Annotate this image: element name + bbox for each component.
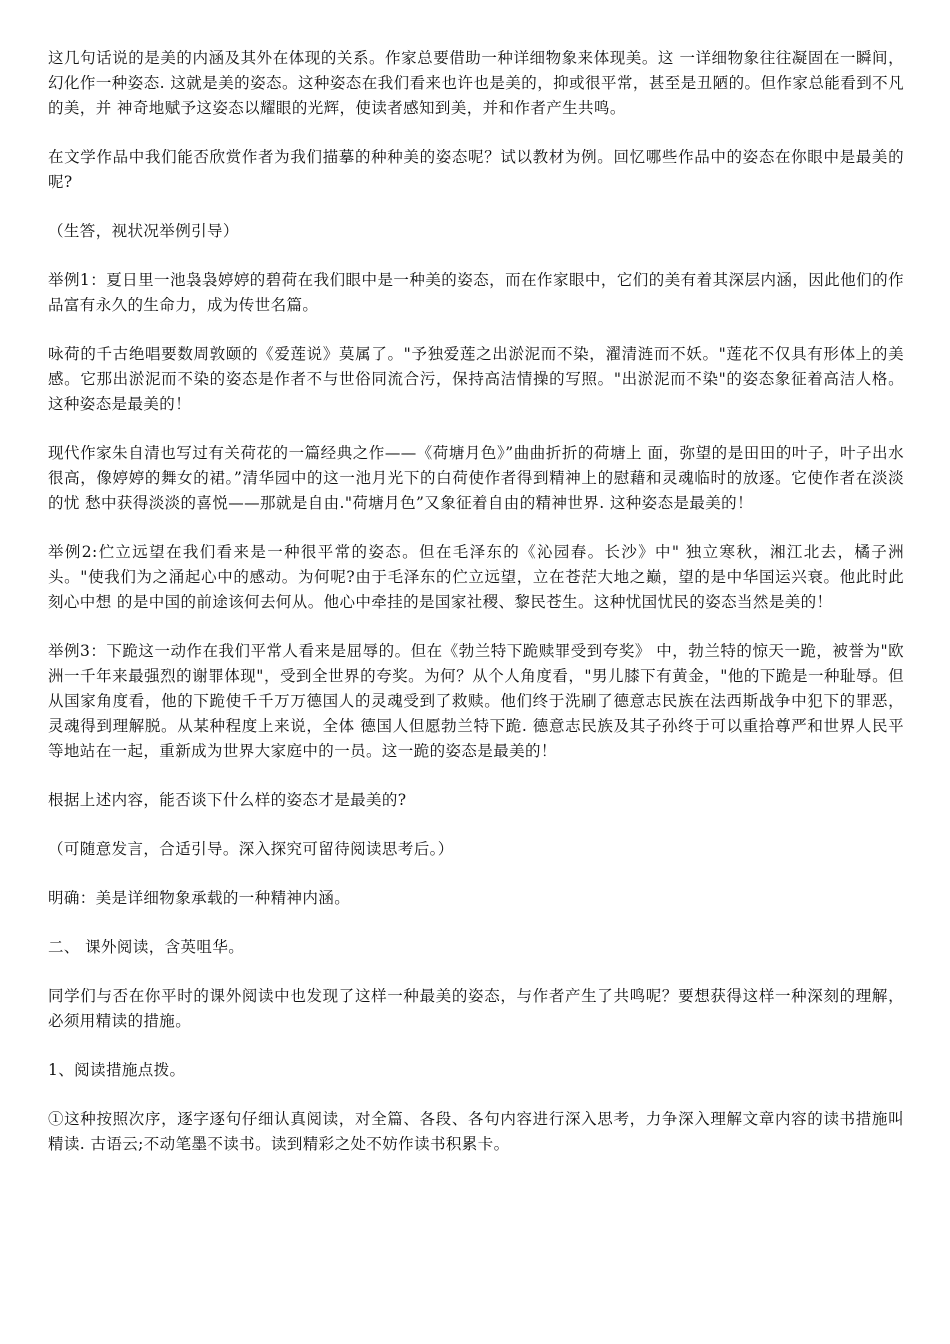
section-heading-2: 二、 课外阅读，含英咀华。: [48, 938, 245, 956]
paragraph-hetang-yuese: 现代作家朱自清也写过有关荷花的一篇经典之作——《荷塘月色》”曲曲折折的荷塘上 面，弥望的是田田的叶子，叶子出水很高，像婷婷的舞女的裙。”清华园中的这一池月光下的白荷使作者得到精神上的慰藉和灵魂临时的放逐。它使作者在淡淡的忧 愁中获得淡淡的喜悦——那就是自由."荷塘月色”又象征着自由的精神世界. 这种姿态是最美的！: [48, 444, 904, 512]
paragraph-intensive-reading: ①这种按照次序，逐字逐句仔细认真阅读，对全篇、各段、各句内容进行深入思考，力争深入理解文章内容的读书措施叫精读. 古语云;不动笔墨不读书。读到精彩之处不妨作读书积累卡。: [48, 1110, 904, 1153]
document-page: [48, 46, 904, 1181]
paragraph-example-2: 举例2:伫立远望在我们看来是一种很平常的姿态。但在毛泽东的《沁园春。长沙》中" 独立寒秋，湘江北去，橘子洲头。"使我们为之涌起心中的感动。为何呢?由于毛泽东的伫立远望，立在苍茫大地之巅，望的是中华国运兴衰。他此时此刻心中想 的是中国的前途该何去何从。他心中牵挂的是国家社稷、黎民苍生。这种忧国忧民的姿态当然是美的！: [48, 543, 904, 611]
paragraph-conclusion: 明确：美是详细物象承载的一种精神内涵。: [48, 889, 351, 907]
paragraph-ailianshuo: 咏荷的千古绝唱要数周敦颐的《爱莲说》莫属了。"予独爱莲之出淤泥而不染，濯清涟而不妖。"莲花不仅具有形体上的美感。它那出淤泥而不染的姿态是作者不与世俗同流合污，保持高洁情操的写照。"出淤泥而不染"的姿态象征着高洁人格。这种姿态是最美的！: [48, 345, 904, 413]
paragraph-summary-question: 根据上述内容，能否谈下什么样的姿态才是最美的?: [48, 791, 407, 809]
paragraph-example-3: 举例3：下跪这一动作在我们平常人看来是屈辱的。但在《勃兰特下跪赎罪受到夸奖》 中，勃兰特的惊天一跪，被誉为"欧洲一千年来最强烈的谢罪体现"，受到全世界的夸奖。为何？从个人角度看，"男儿膝下有黄金，"他的下跪是一种耻辱。但 从国家角度看，他的下跪使千千万万德国人的灵魂受到了救赎。他们终于洗刷了德意志民族在法西斯战争中犯下的罪恶，灵魂得到理解脱。从某种程度上来说，全体 德国人但愿勃兰特下跪. 德意志民族及其子孙终于可以重拾尊严和世界人民平等地站在一起，重新成为世界大家庭中的一员。这一跪的姿态是最美的！: [48, 642, 904, 760]
subheading-reading-methods: 1、阅读措施点拨。: [48, 1061, 186, 1079]
paragraph-discussion-note: （可随意发言，合适引导。深入探究可留待阅读思考后。）: [48, 840, 454, 858]
paragraph-question: 在文学作品中我们能否欣赏作者为我们描摹的种种美的姿态呢？试以教材为例。回忆哪些作品中的姿态在你眼中是最美的呢?: [48, 148, 904, 191]
paragraph-student-answer-note: （生答，视状况举例引导）: [48, 222, 239, 240]
paragraph-beauty-intro: 这几句话说的是美的内涵及其外在体现的关系。作家总要借助一种详细物象来体现美。这 一详细物象往往凝固在一瞬间，幻化作一种姿态. 这就是美的姿态。这种姿态在我们看来也许也是美的，抑或很平常，甚至是丑陋的。但作家总能看到不凡的美，并 神奇地赋予这姿态以耀眼的光辉，使读者感知到美，并和作者产生共鸣。: [48, 49, 904, 117]
paragraph-extracurricular: 同学们与否在你平时的课外阅读中也发现了这样一种最美的姿态，与作者产生了共鸣呢？要想获得这样一种深刻的理解，必须用精读的措施。: [48, 987, 904, 1030]
paragraph-example-1: 举例1：夏日里一池袅袅婷婷的碧荷在我们眼中是一种美的姿态，而在作家眼中，它们的美有着其深层内涵，因此他们的作品富有永久的生命力，成为传世名篇。: [48, 271, 904, 314]
